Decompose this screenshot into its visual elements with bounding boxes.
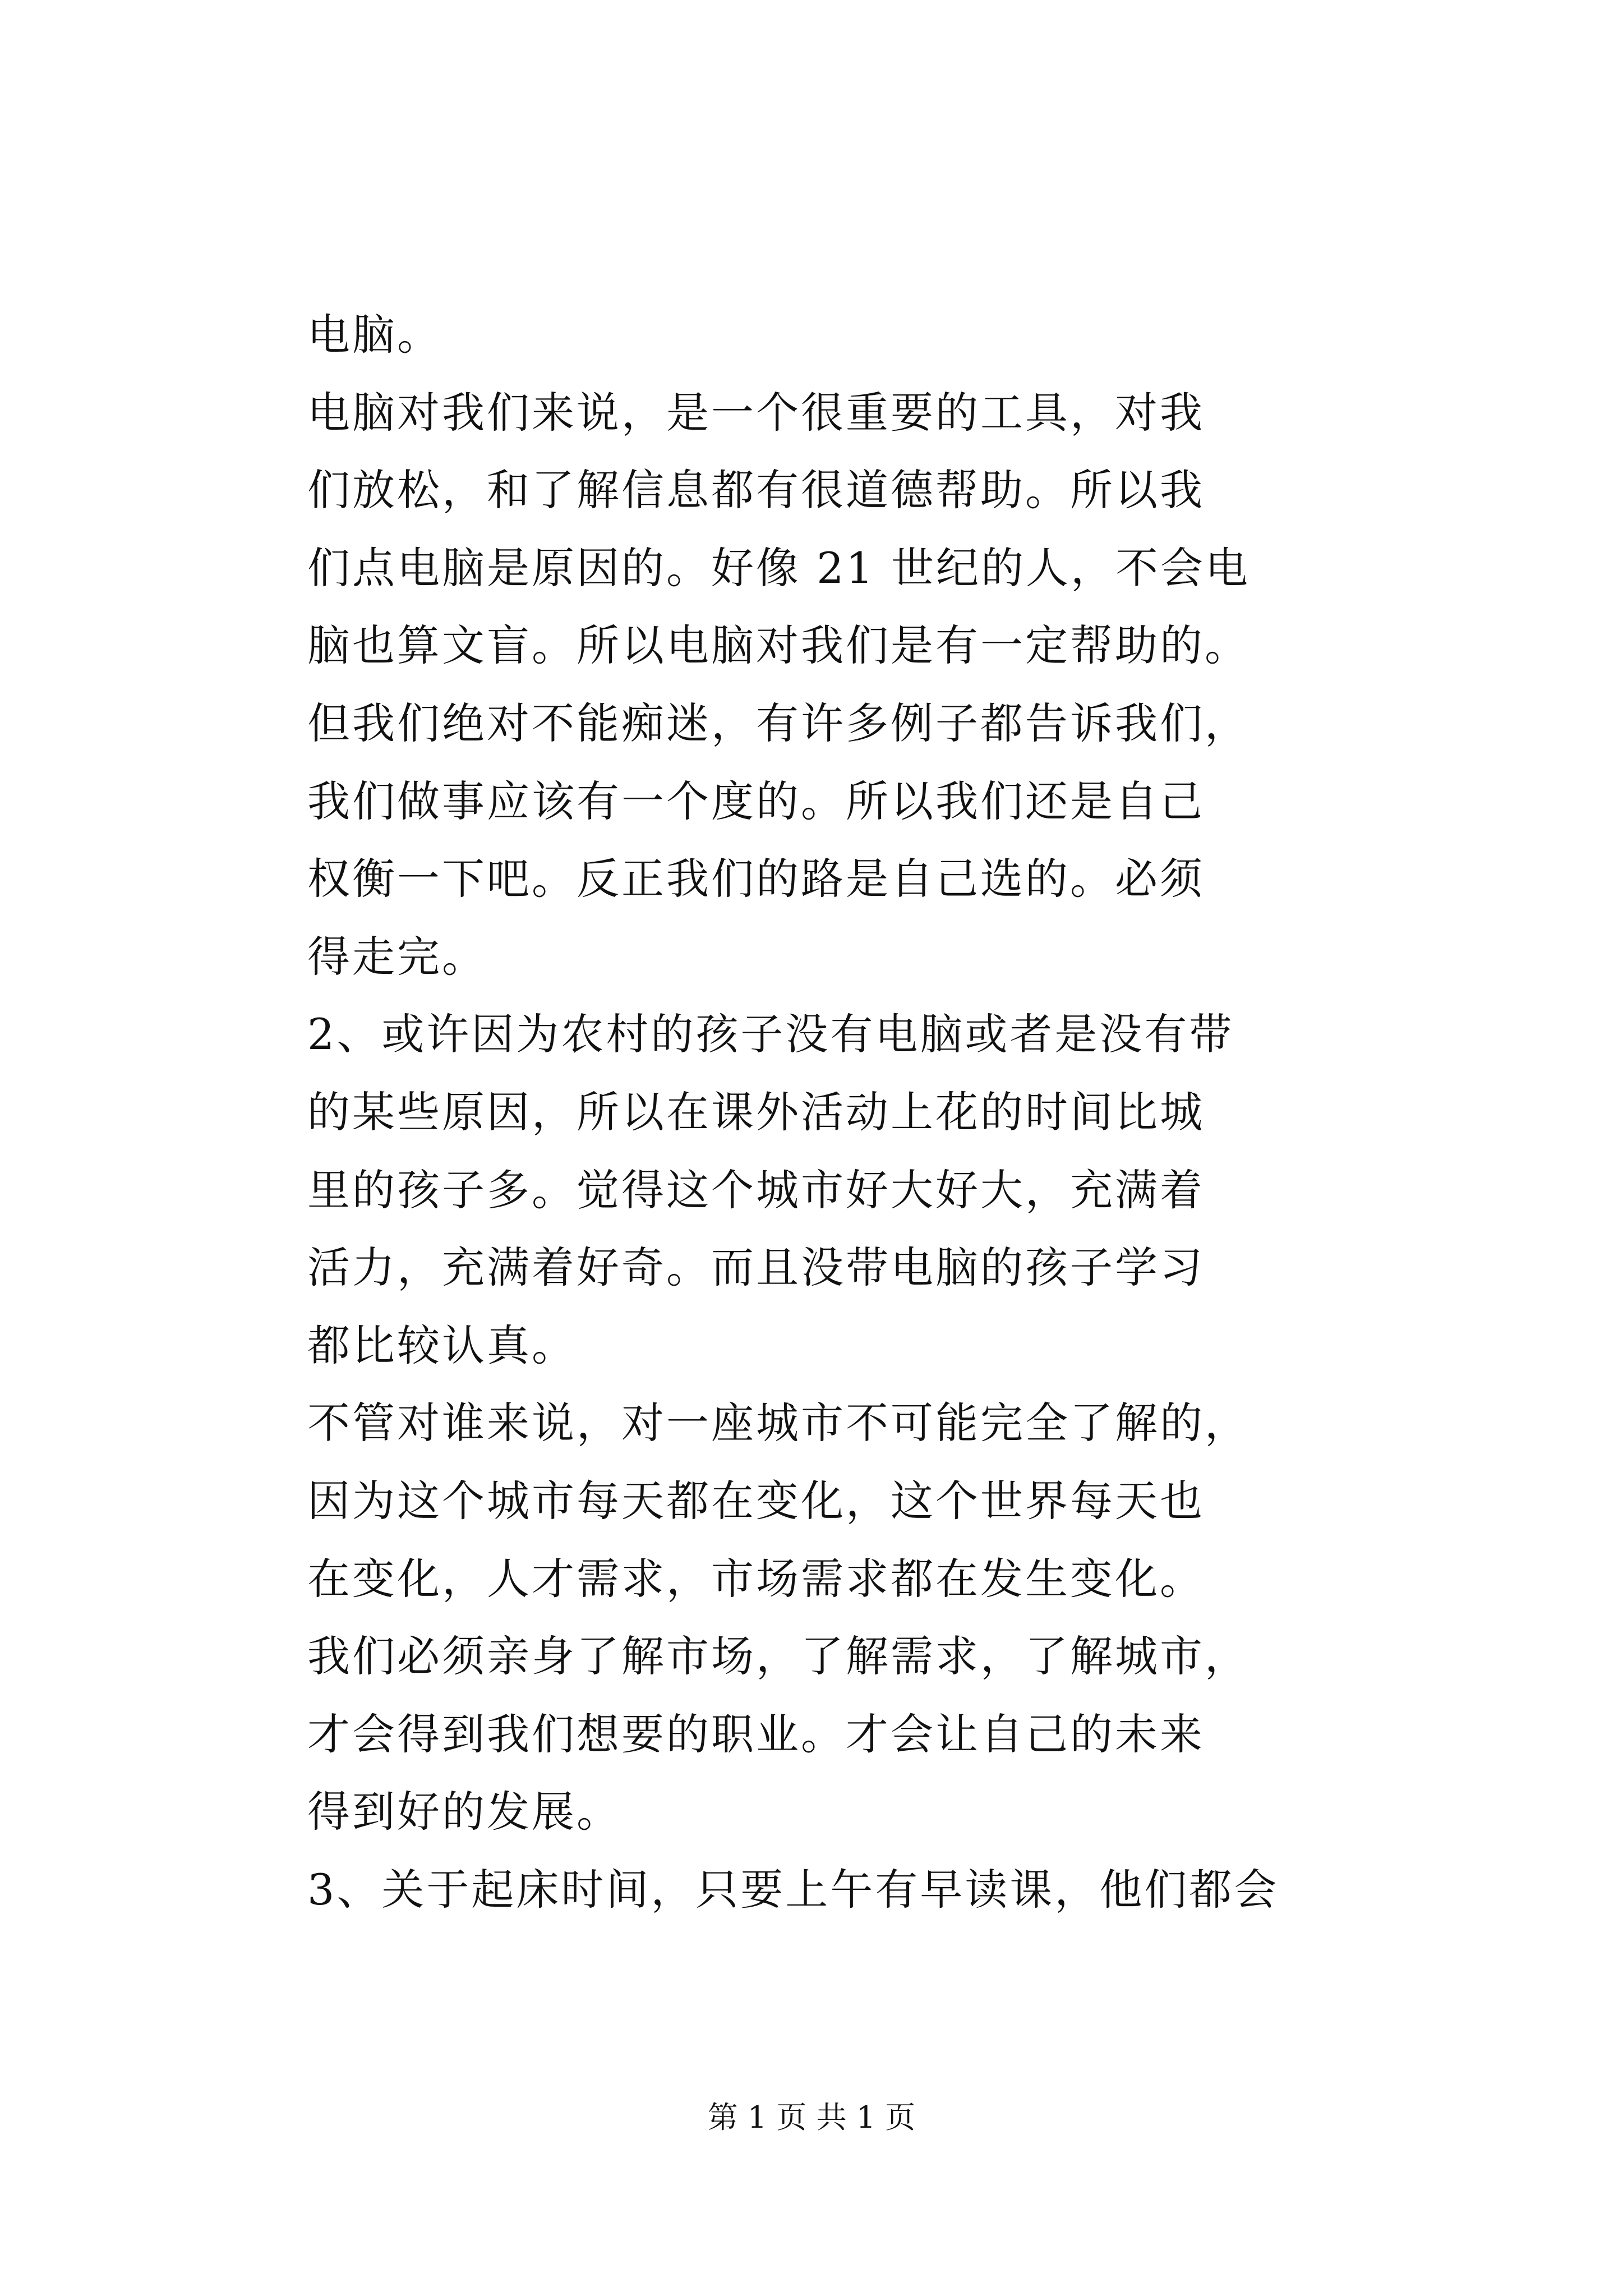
text-line: 我们必须亲身了解市场，了解需求，了解城市， — [307, 1631, 1249, 1682]
text-line: 都比较认真。 — [307, 1320, 577, 1370]
text-line: 才会得到我们想要的职业。才会让自己的未来 — [307, 1709, 1205, 1759]
text-line: 们放松，和了解信息都有很道德帮助。所以我 — [307, 465, 1205, 516]
text-line: 电脑对我们来说，是一个很重要的工具，对我 — [307, 387, 1205, 438]
text-line: 因为这个城市每天都在变化，这个世界每天也 — [307, 1475, 1205, 1526]
text-line: 电脑。 — [307, 310, 442, 360]
text-line: 的某些原因，所以在课外活动上花的时间比城 — [307, 1087, 1205, 1137]
text-line: 2、或许因为农村的孩子没有电脑或者是没有带 — [307, 1009, 1234, 1060]
text-line: 得到好的发展。 — [307, 1787, 621, 1837]
text-line: 但我们绝对不能痴迷，有许多例子都告诉我们， — [307, 698, 1249, 748]
text-line: 在变化，人才需求，市场需求都在发生变化。 — [307, 1553, 1205, 1604]
text-line: 们点电脑是原因的。好像 21 世纪的人，不会电 — [307, 542, 1251, 593]
document-body — [307, 296, 1541, 1929]
text-line: 脑也算文盲。所以电脑对我们是有一定帮助的。 — [307, 620, 1249, 671]
text-line: 里的孩子多。觉得这个城市好大好大，充满着 — [307, 1165, 1205, 1215]
text-line: 活力，充满着好奇。而且没带电脑的孩子学习 — [307, 1243, 1205, 1293]
text-line: 得走完。 — [307, 931, 487, 982]
text-line: 不管对谁来说，对一座城市不可能完全了解的， — [307, 1398, 1249, 1448]
page-footer: 第 1 页 共 1 页 — [707, 2100, 916, 2135]
text-line: 我们做事应该有一个度的。所以我们还是自己 — [307, 776, 1205, 826]
text-line: 权衡一下吧。反正我们的路是自己选的。必须 — [307, 854, 1205, 904]
text-line: 3、关于起床时间，只要上午有早读课，他们都会 — [307, 1864, 1279, 1915]
